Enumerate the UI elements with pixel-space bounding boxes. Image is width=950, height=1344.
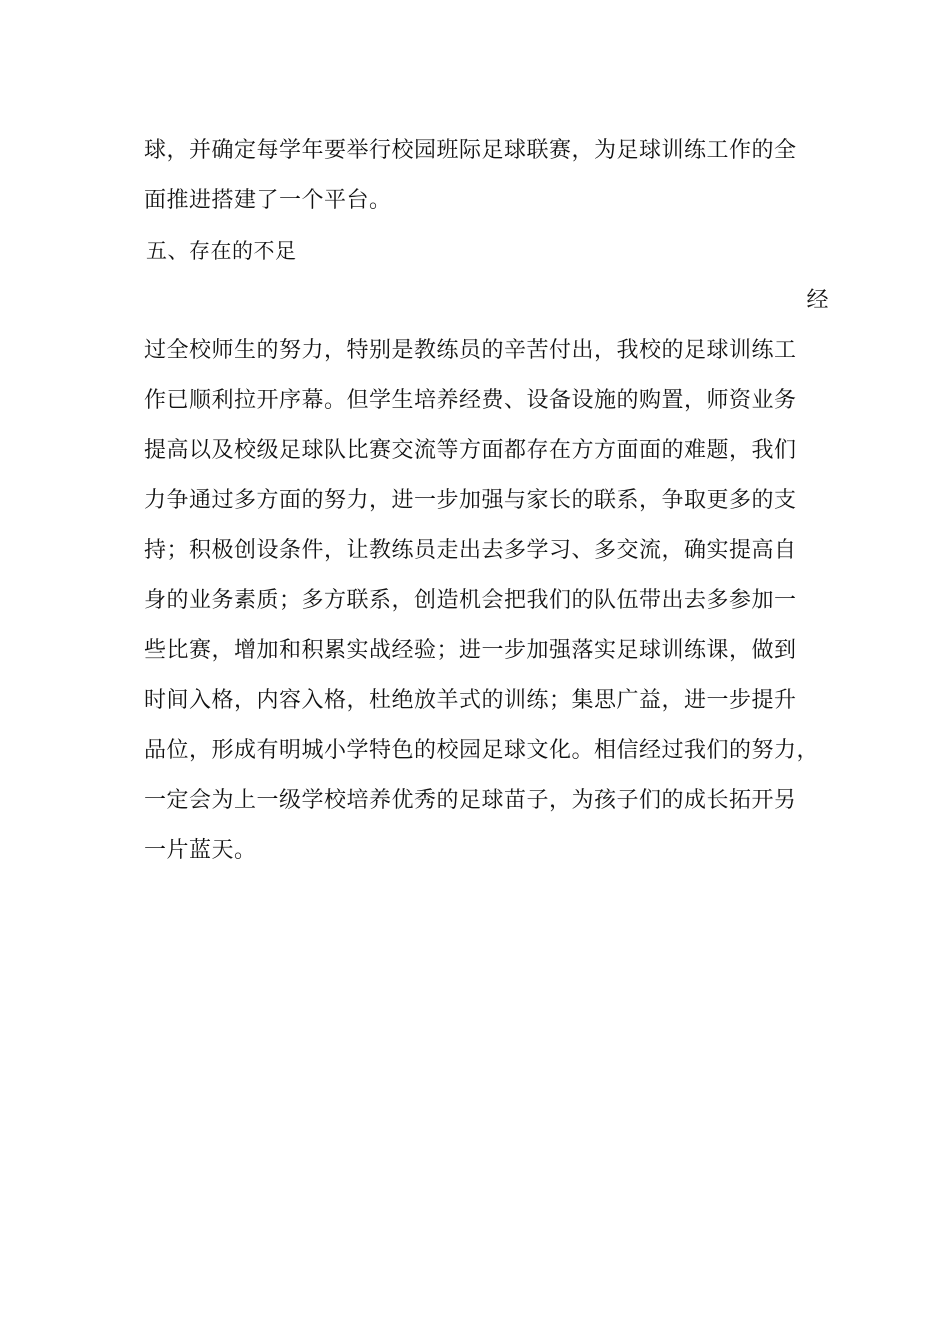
paragraph-line: 力争通过多方面的努力，进一步加强与家长的联系，争取更多的支 (144, 488, 797, 513)
paragraph-line: 些比赛，增加和积累实战经验；进一步加强落实足球训练课，做到 (144, 638, 797, 663)
paragraph-line: 面推进搭建了一个平台。 (144, 188, 392, 213)
section-heading: 五、存在的不足 (146, 239, 297, 263)
paragraph-line: 时间入格，内容入格，杜绝放羊式的训练；集思广益，进一步提升 (144, 688, 797, 713)
paragraph-line: 品位，形成有明城小学特色的校园足球文化。相信经过我们的努力， (144, 738, 820, 763)
paragraph-line: 一定会为上一级学校培养优秀的足球苗子，为孩子们的成长拓开另 (144, 788, 797, 813)
paragraph-line: 持；积极创设条件，让教练员走出去多学习、多交流，确实提高自 (144, 538, 797, 563)
orphan-character: 经 (806, 288, 829, 313)
paragraph-line: 球，并确定每学年要举行校园班际足球联赛，为足球训练工作的全 (144, 138, 797, 163)
paragraph-line: 身的业务素质；多方联系，创造机会把我们的队伍带出去多参加一 (144, 588, 797, 613)
paragraph-line: 提高以及校级足球队比赛交流等方面都存在方方面面的难题，我们 (144, 438, 797, 463)
paragraph-line: 一片蓝天。 (144, 838, 257, 863)
paragraph-line: 作已顺利拉开序幕。但学生培养经费、设备设施的购置，师资业务 (144, 388, 797, 413)
paragraph-line: 过全校师生的努力，特别是教练员的辛苦付出，我校的足球训练工 (144, 338, 797, 363)
